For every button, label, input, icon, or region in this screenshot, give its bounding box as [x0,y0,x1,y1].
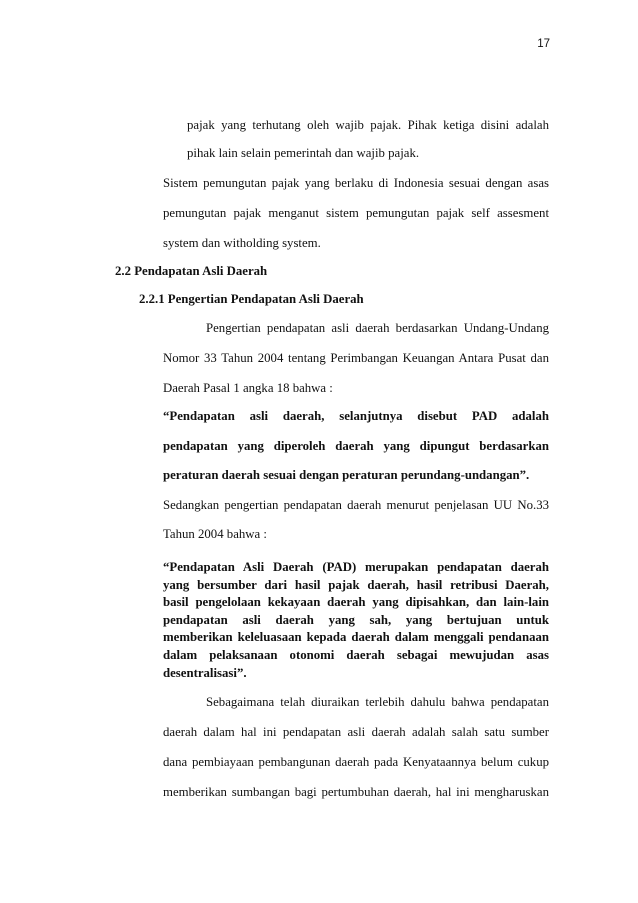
closing-line-2: daerah dalam hal ini pendapatan asli daerah adalah salah satu sumber [163,725,549,739]
system-paragraph-line-3: system dan witholding system. [163,236,321,250]
explanation-line-2: Tahun 2004 bahwa : [163,527,267,541]
explanation-line-1: Sedangkan pengertian pendapatan daerah menurut penjelasan UU No.33 [163,498,549,512]
continuation-line-1: pajak yang terhutang oleh wajib pajak. Pihak ketiga disini adalah [187,118,549,132]
quote-two-line-3: basil pengelolaan kekayaan daerah yang dipisahkan, dan lain-lain [163,595,549,610]
page-number: 17 [537,38,550,50]
quote-two-line-2: yang bersumber dari hasil pajak daerah, hasil retribusi Daerah, [163,577,549,592]
quote-one-line-3: peraturan daerah sesuai dengan peraturan perundang-undangan”. [163,468,530,482]
system-paragraph-line-1: Sistem pemungutan pajak yang berlaku di Indonesia sesuai dengan asas [163,176,549,190]
subsection-heading: 2.2.1 Pengertian Pendapatan Asli Daerah [139,292,364,306]
quote-one-line-1: “Pendapatan asli daerah, selanjutnya disebut PAD adalah [163,409,549,423]
section-heading: 2.2 Pendapatan Asli Daerah [115,264,268,278]
system-paragraph-line-2: pemungutan pajak menganut sistem pemungutan pajak self assesment [163,206,549,220]
definition-line-2: Nomor 33 Tahun 2004 tentang Perimbangan Keuangan Antara Pusat dan [163,351,549,365]
definition-line-3: Daerah Pasal 1 angka 18 bahwa : [163,381,333,395]
quote-two-line-6: dalam pelaksanaan otonomi daerah sebagai mewujudan asas [163,647,549,662]
definition-line-1: Pengertian pendapatan asli daerah berdasarkan Undang-Undang [206,321,549,335]
quote-two-line-4: pendapatan asli daerah yang sah, yang bertujuan untuk [163,612,549,627]
quote-two-line-5: memberikan keleluasaan kepada daerah dalam menggali pendanaan [163,630,549,645]
closing-line-4: memberikan sumbangan bagi pertumbuhan daerah, hal ini mengharuskan [163,785,549,799]
closing-line-1: Sebagaimana telah diuraikan terlebih dahulu bahwa pendapatan [206,695,549,709]
closing-line-3: dana pembiayaan pembangunan daerah pada Kenyataannya belum cukup [163,755,549,769]
quote-two-block [163,559,549,682]
quote-one-line-2: pendapatan yang diperoleh daerah yang dipungut berdasarkan [163,439,549,453]
quote-two-line-7: desentralisasi”. [163,665,247,680]
quote-two-line-1: “Pendapatan Asli Daerah (PAD) merupakan pendapatan daerah [163,560,549,574]
continuation-line-2: pihak lain selain pemerintah dan wajib pajak. [187,146,420,160]
